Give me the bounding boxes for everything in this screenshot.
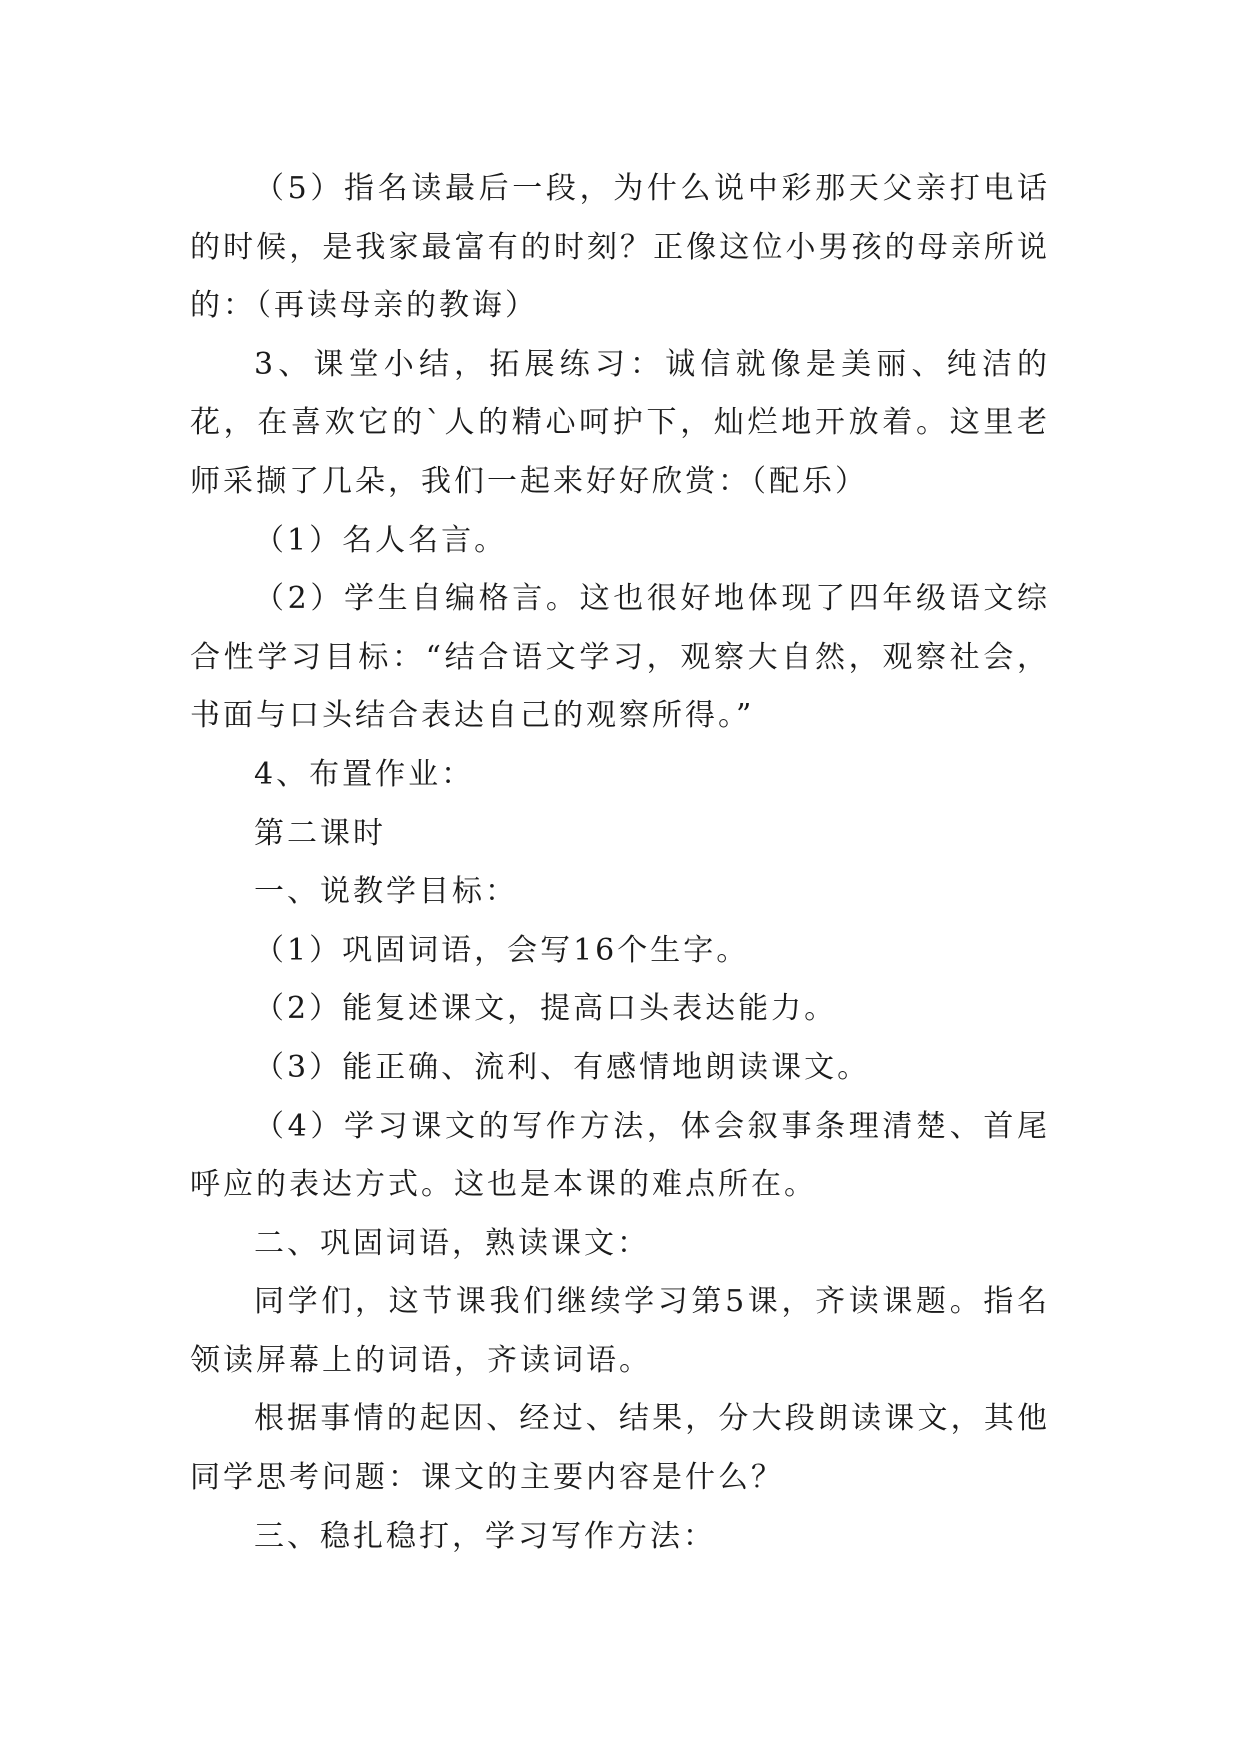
section-heading: 一、说教学目标：: [254, 874, 518, 910]
paragraph: （1）巩固词语，会写16个生字。: [254, 932, 750, 968]
paragraph: （2）能复述课文，提高口头表达能力。: [254, 991, 838, 1027]
paragraph: （4）学习课文的写作方法，体会叙事条理清楚、首尾呼应的表达方式。这也是本课的难点所在。: [190, 1108, 1050, 1203]
paragraph: （1）名人名言。: [254, 522, 508, 558]
section-heading: 二、巩固词语，熟读课文：: [254, 1225, 650, 1261]
paragraph: 4、布置作业：: [254, 756, 475, 792]
paragraph: 根据事情的起因、经过、结果，分大段朗读课文，其他同学思考问题：课文的主要内容是什么？: [190, 1401, 1050, 1496]
paragraph: 3、课堂小结，拓展练习：诚信就像是美丽、纯洁的花，在喜欢它的`人的精心呵护下，灿烂地开放着。这里老师采撷了几朵，我们一起来好好欣赏：（配乐）: [190, 346, 1050, 499]
section-heading: 第二课时: [254, 815, 386, 851]
paragraph: （2）学生自编格言。这也很好地体现了四年级语文综合性学习目标：“结合语文学习，观察大自然，观察社会，书面与口头结合表达自己的观察所得。”: [190, 581, 1050, 734]
paragraph: 同学们，这节课我们继续学习第5课，齐读课题。指名领读屏幕上的词语，齐读词语。: [190, 1284, 1050, 1378]
document-body: [190, 160, 1050, 1566]
section-heading: 三、稳扎稳打，学习写作方法：: [254, 1518, 716, 1554]
paragraph: （5）指名读最后一段，为什么说中彩那天父亲打电话的时候，是我家最富有的时刻？正像这位小男孩的母亲所说的：（再读母亲的教诲）: [190, 171, 1050, 324]
paragraph: （3）能正确、流利、有感情地朗读课文。: [254, 1049, 871, 1085]
